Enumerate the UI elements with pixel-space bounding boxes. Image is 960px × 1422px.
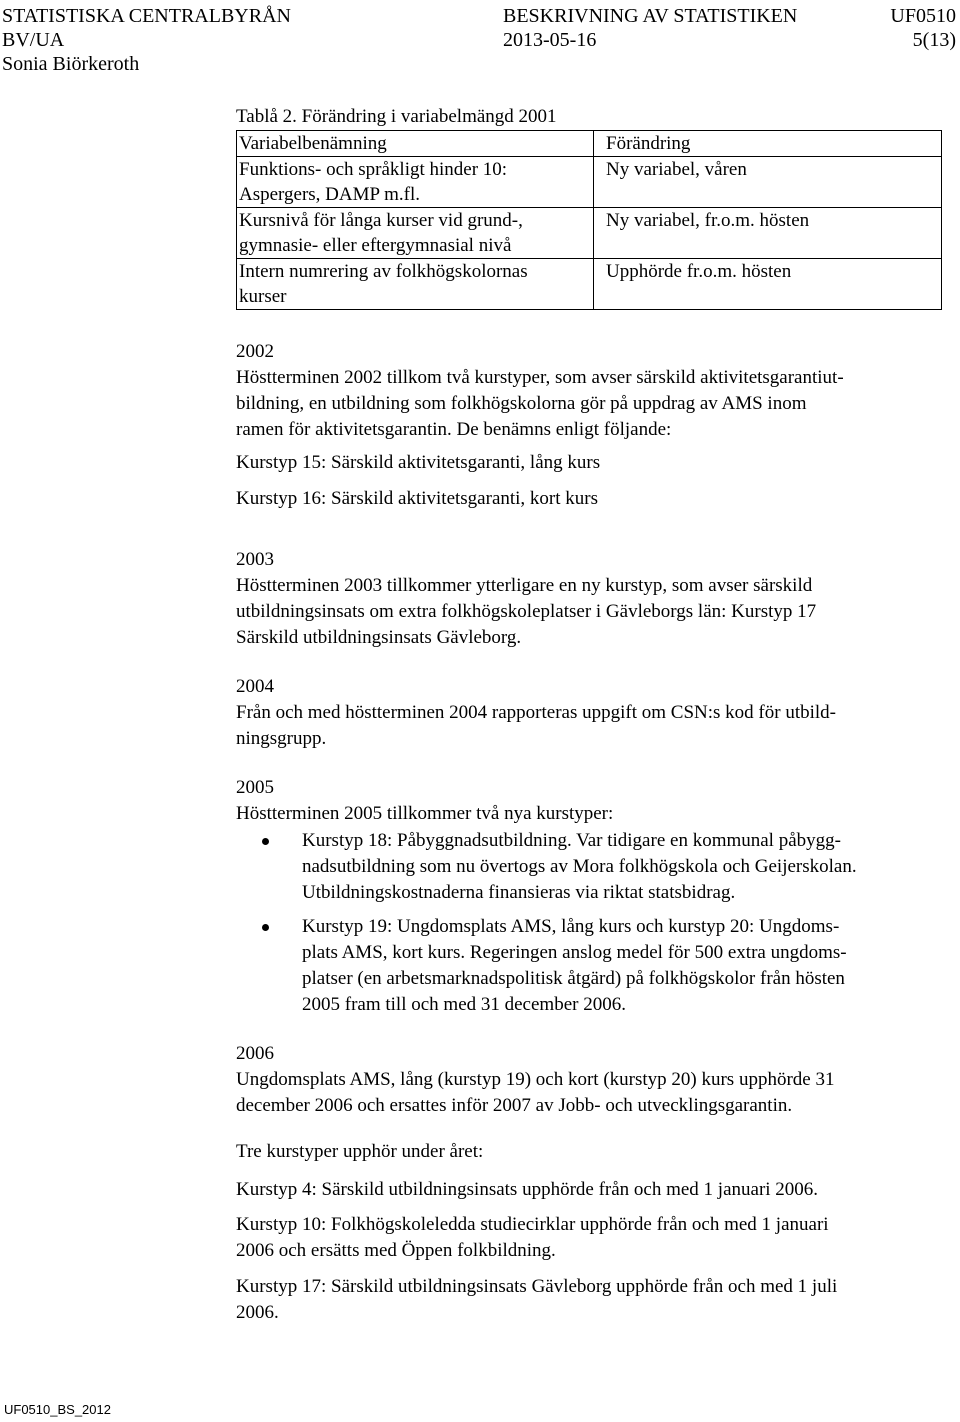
- tre-kurstyper-line: Tre kurstyper upphör under året:: [236, 1141, 484, 1162]
- kurstyp-16-line: Kurstyp 16: Särskild aktivitetsgaranti, kort kurs: [236, 488, 599, 509]
- header-right: [890, 4, 956, 52]
- list-item-line: 2005 fram till och med 31 december 2006.: [302, 994, 626, 1015]
- paragraph-line: Särskild utbildningsinsats Gävleborg.: [236, 627, 522, 648]
- variable-name-line: Aspergers, DAMP m.fl.: [239, 184, 421, 205]
- section-year: 2006: [236, 1043, 274, 1064]
- section-year: 2002: [236, 341, 274, 362]
- section-2005: [236, 775, 952, 827]
- section-2003: [236, 547, 952, 651]
- variable-name: [237, 157, 594, 208]
- footer-code: UF0510_BS_2012: [4, 1402, 111, 1417]
- section-year: 2004: [236, 676, 274, 697]
- header-left: [2, 4, 291, 76]
- variable-change-table: [236, 130, 942, 310]
- list-item-line: Kurstyp 19: Ungdomsplats AMS, lång kurs och kurstyp 20: Ungdoms-: [302, 916, 840, 937]
- doc-type: BESKRIVNING AV STATISTIKEN: [503, 5, 798, 27]
- paragraph-line: 2006.: [236, 1302, 279, 1323]
- list-item-line: plats AMS, kort kurs. Regeringen anslog medel för 500 extra ungdoms-: [302, 942, 847, 963]
- agency-name: STATISTISKA CENTRALBYRÅN: [2, 5, 291, 27]
- list-item: [236, 828, 952, 906]
- doc-date: 2013-05-16: [503, 29, 597, 51]
- paragraph-line: Höstterminen 2005 tillkommer två nya kurstyper:: [236, 803, 614, 824]
- table-row: [237, 259, 942, 310]
- variable-name: [237, 208, 594, 259]
- paragraph-line: Från och med höstterminen 2004 rapporteras uppgift om CSN:s kod för utbild-: [236, 702, 836, 723]
- paragraph-line: december 2006 och ersattes inför 2007 av Jobb- och utvecklingsgarantin.: [236, 1095, 793, 1116]
- paragraph-line: Höstterminen 2003 tillkommer ytterligare en ny kurstyp, som avser särskild: [236, 575, 813, 596]
- section-2004: [236, 674, 952, 752]
- bullet-icon: [262, 924, 269, 931]
- variable-name-line: kurser: [239, 286, 287, 307]
- col-change-header: Förändring: [594, 131, 942, 157]
- table-header-row: [237, 131, 942, 157]
- variable-name-line: gymnasie- eller eftergymnasial nivå: [239, 235, 512, 256]
- paragraph-line: Kurstyp 10: Folkhögskoleledda studiecirklar upphörde från och med 1 januari: [236, 1214, 829, 1235]
- section-year: 2003: [236, 549, 274, 570]
- department: BV/UA: [2, 29, 65, 51]
- variable-change: Ny variabel, våren: [594, 157, 942, 208]
- table-row: [237, 157, 942, 208]
- variable-change: Ny variabel, fr.o.m. hösten: [594, 208, 942, 259]
- section-2002: [236, 339, 952, 443]
- bullet-icon: [262, 838, 269, 845]
- section-year: 2005: [236, 777, 274, 798]
- list-item-line: nadsutbildning som nu övertogs av Mora folkhögskola och Geijerskolan.: [302, 856, 857, 877]
- paragraph-line: Ungdomsplats AMS, lång (kurstyp 19) och kort (kurstyp 20) kurs upphörde 31: [236, 1069, 835, 1090]
- variable-name-line: Funktions- och språkligt hinder 10:: [239, 159, 508, 180]
- page-number: 5(13): [912, 29, 956, 51]
- table-caption: Tablå 2. Förändring i variabelmängd 2001: [236, 106, 557, 127]
- paragraph-line: bildning, en utbildning som folkhögskolorna gör på uppdrag av AMS inom: [236, 393, 807, 414]
- kurstyp-15-line: Kurstyp 15: Särskild aktivitetsgaranti, lång kurs: [236, 452, 601, 473]
- variable-name: [237, 259, 594, 310]
- section-2006: [236, 1041, 952, 1119]
- variable-name-line: Intern numrering av folkhögskolornas: [239, 261, 528, 282]
- paragraph-line: Höstterminen 2002 tillkom två kurstyper, som avser särskild aktivitetsgarantiut-: [236, 367, 844, 388]
- paragraph-line: utbildningsinsats om extra folkhögskoleplatser i Gävleborgs län: Kurstyp 17: [236, 601, 817, 622]
- bullet-list: [236, 914, 952, 1018]
- section-2005-list: [236, 828, 952, 906]
- section-2005-list-2: [236, 914, 952, 1018]
- variable-name-line: Kursnivå för långa kurser vid grund-,: [239, 210, 523, 231]
- col-variable-header: Variabelbenämning: [237, 131, 594, 157]
- list-item-line: platser (en arbetsmarknadspolitisk åtgärd) på folkhögskolor från hösten: [302, 968, 845, 989]
- bullet-list: [236, 828, 952, 906]
- kurstyp-4-line: Kurstyp 4: Särskild utbildningsinsats upphörde från och med 1 januari 2006.: [236, 1179, 819, 1200]
- list-item-line: Utbildningskostnaderna finansieras via riktat statsbidrag.: [302, 882, 736, 903]
- variable-change: Upphörde fr.o.m. hösten: [594, 259, 942, 310]
- list-item: [236, 914, 952, 1018]
- table-row: [237, 208, 942, 259]
- kurstyp-17-para: [236, 1274, 952, 1326]
- author: Sonia Biörkeroth: [2, 53, 140, 75]
- paragraph-line: ramen för aktivitetsgarantin. De benämns enligt följande:: [236, 419, 672, 440]
- kurstyp-10-para: [236, 1212, 952, 1264]
- list-item-line: Kurstyp 18: Påbyggnadsutbildning. Var tidigare en kommunal påbygg-: [302, 830, 841, 851]
- product-code: UF0510: [890, 5, 956, 27]
- header-center: [503, 4, 797, 52]
- paragraph-line: ningsgrupp.: [236, 728, 327, 749]
- paragraph-line: Kurstyp 17: Särskild utbildningsinsats Gävleborg upphörde från och med 1 juli: [236, 1276, 838, 1297]
- paragraph-line: 2006 och ersätts med Öppen folkbildning.: [236, 1240, 556, 1261]
